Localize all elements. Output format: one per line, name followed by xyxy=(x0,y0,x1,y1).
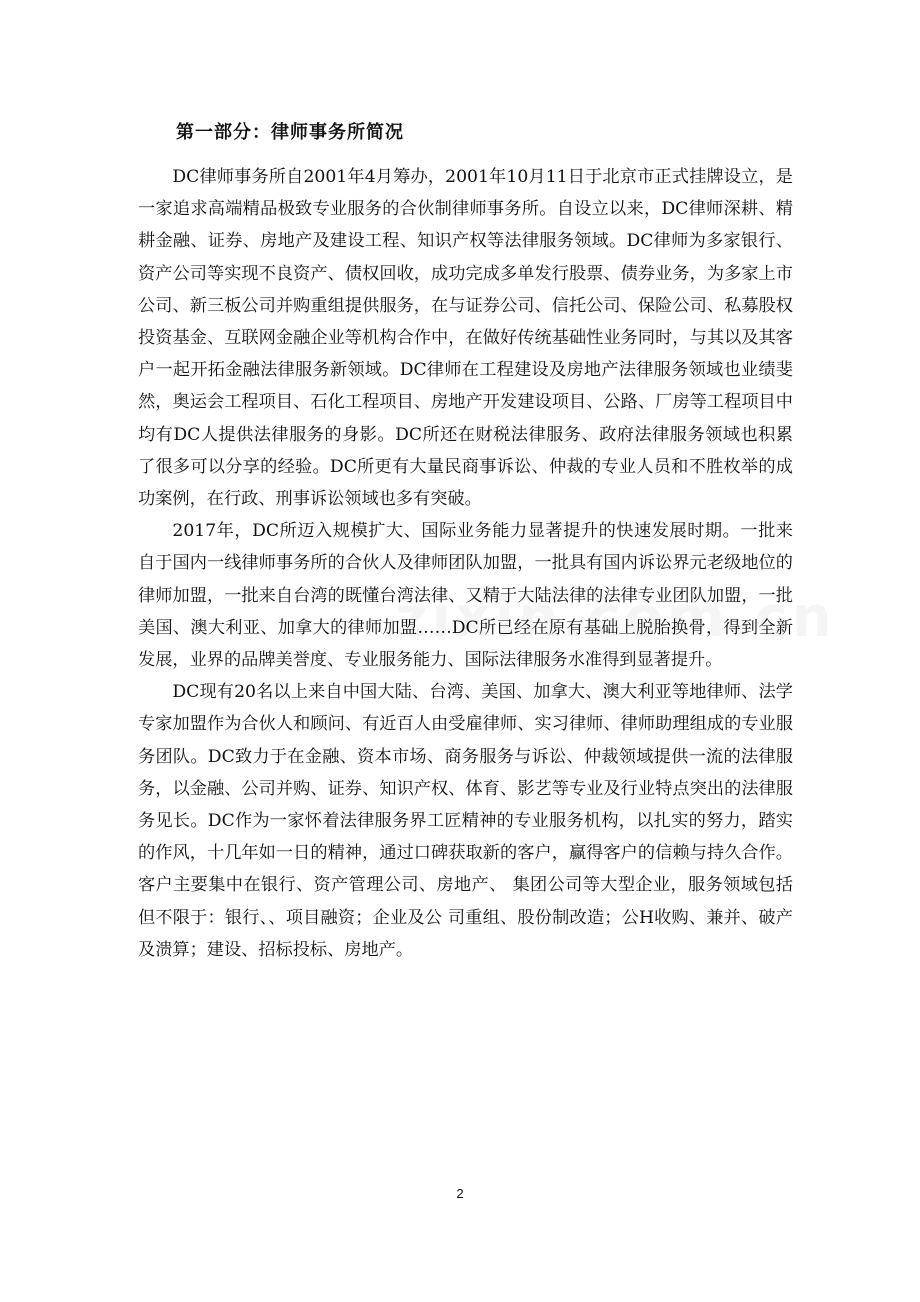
paragraph-2017-expansion: 2017年，DC所迈入规模扩大、国际业务能力显著提升的快速发展时期。一批来自于国内一线律师事务所的合伙人及律师团队加盟，一批具有国内诉讼界元老级地位的律师加盟，一批来自台湾的既懂台湾法律、又精于大陆法律的法律专业团队加盟，一批美国、澳大利亚、加拿大的律师加盟……DC所已经在原有基础上脱胎换骨，得到全新发展，业界的品牌美誉度、专业服务能力、国际法律服务水准得到显著提升。 xyxy=(138,521,793,671)
paragraph-firm-overview: DC律师事务所自2001年4月筹办，2001年10月11日于北京市正式挂牌设立，是一家追求高端精品极致专业服务的合伙制律师事务所。自设立以来，DC律师深耕、精耕金融、证券、房地产及建设工程、知识产权等法律服务领域。DC律师为多家银行、资产公司等实现不良资产、债权回收，成功完成多单发行股票、债券业务，为多家上市公司、新三板公司并购重组提供服务，在与证券公司、信托公司、保险公司、私募股权投资基金、互联网金融企业等机构合作中，在做好传统基础性业务同时，与其以及其客户一起开拓金融法律服务新领域。DC律师在工程建设及房地产法律服务领域也业绩斐然，奥运会工程项目、石化工程项目、房地产开发建设项目、公路、厂房等工程项目中均有DC人提供法律服务的身影。DC所还在财税法律服务、政府法律服务领域也积累了很多可以分享的经验。DC所更有大量民商事诉讼、仲裁的专业人员和不胜枚举的成功案例，在行政、刑事诉讼领域也多有突破。 xyxy=(138,167,793,510)
section-heading: 第一部分：律师事务所简况 xyxy=(176,122,404,143)
paragraph-team-and-services: DC现有20名以上来自中国大陆、台湾、美国、加拿大、澳大利亚等地律师、法学专家加盟作为合伙人和顾问、有近百人由受雇律师、实习律师、律师助理组成的专业服务团队。DC致力于在金融、资本市场、商务服务与诉讼、仲裁领域提供一流的法律服务，以金融、公司并购、证券、知识产权、体育、影艺等专业及行业特点突出的法律服务见长。DC作为一家怀着法律服务界工匠精神的专业服务机构，以扎实的努力，踏实的作风，十几年如一日的精神，通过口碑获取新的客户，赢得客户的信赖与持久合作。客户主要集中在银行、资产管理公司、房地产、 集团公司等大型企业，服务领域包括但不限于：银行、、项目融资；企业及公 司重组、股份制改造；公H收购、兼并、破产及溃算；建设、招标投标、房地产。 xyxy=(138,682,793,960)
body-text xyxy=(138,161,793,966)
page-number: 2 xyxy=(456,1186,464,1201)
